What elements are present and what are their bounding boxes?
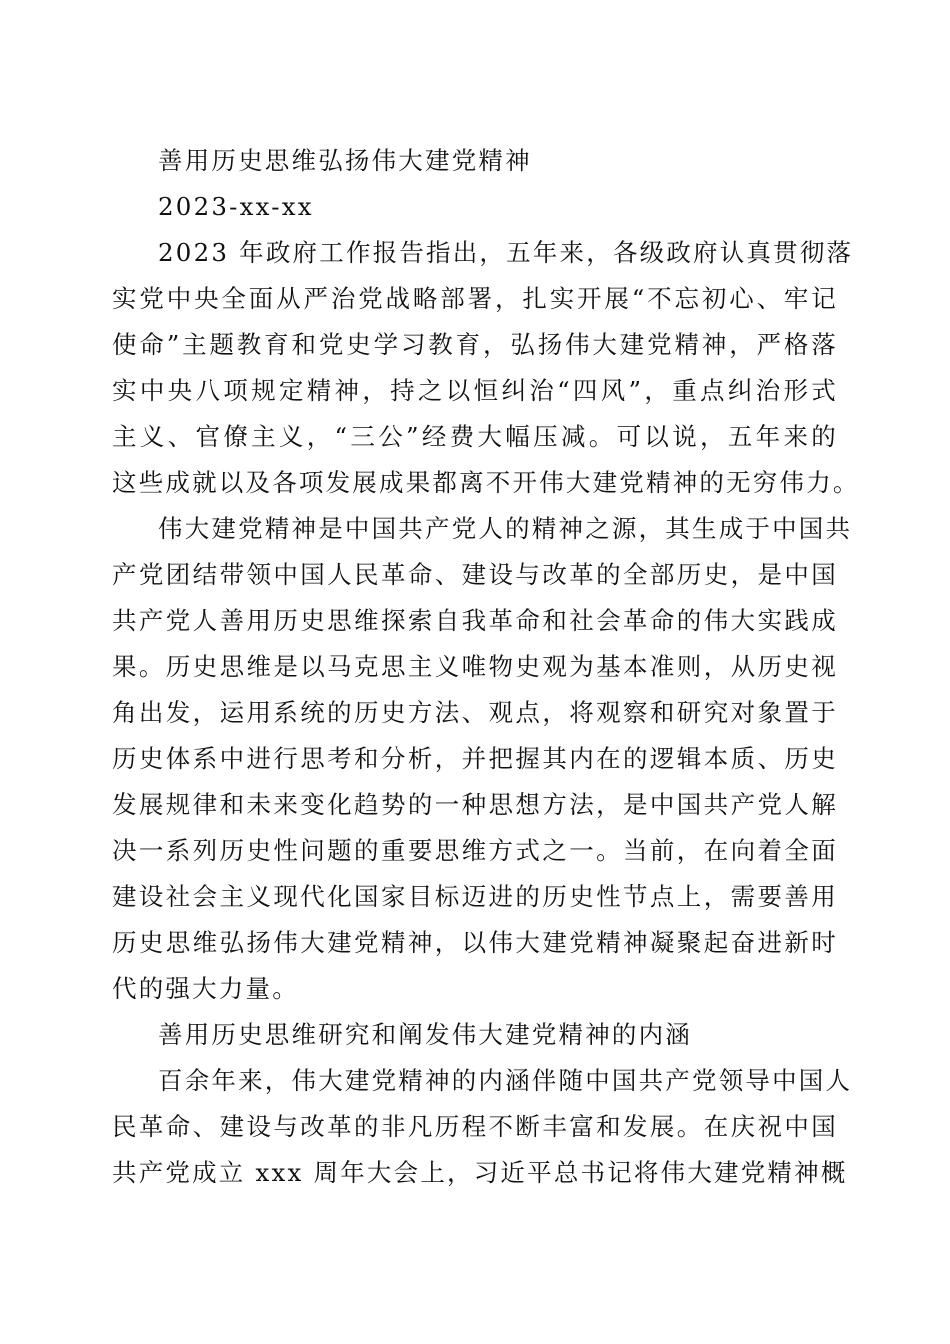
document-title: 善用历史思维弘扬伟大建党精神 (158, 146, 532, 175)
paragraph-line: 共产党人善用历史思维探索自我革命和社会革命的伟大实践成 (112, 606, 838, 635)
paragraph-line: 实党中央全面从严治党战略部署，扎实开展“不忘初心、牢记 (112, 284, 838, 313)
paragraph-line: 建设社会主义现代化国家目标迈进的历史性节点上，需要善用 (112, 882, 838, 911)
section-heading: 善用历史思维研究和阐发伟大建党精神的内涵 (158, 1020, 692, 1049)
paragraph-line: 角出发，运用系统的历史方法、观点，将观察和研究对象置于 (112, 698, 838, 727)
paragraph-line: 发展规律和未来变化趋势的一种思想方法，是中国共产党人解 (112, 790, 838, 819)
paragraph-line: 实中央八项规定精神，持之以恒纠治“四风”，重点纠治形式 (112, 376, 838, 405)
paragraph-line: 主义、官僚主义，“三公”经费大幅压减。可以说，五年来的 (112, 422, 838, 451)
paragraph-line: 历史体系中进行思考和分析，并把握其内在的逻辑本质、历史 (112, 744, 838, 773)
paragraph-line: 产党团结带领中国人民革命、建设与改革的全部历史，是中国 (112, 560, 838, 589)
paragraph-1 (112, 230, 860, 506)
paragraph-line: 2023 年政府工作报告指出，五年来，各级政府认真贯彻落 (158, 238, 854, 267)
paragraph-line: 这些成就以及各项发展成果都离不开伟大建党精神的无穷伟力。 (112, 468, 860, 497)
paragraph-3 (112, 1058, 853, 1196)
paragraph-line: 决一系列历史性问题的重要思维方式之一。当前，在向着全面 (112, 836, 838, 865)
document-date: 2023-xx-xx (158, 192, 314, 221)
document-body (112, 138, 860, 1196)
paragraph-line: 共产党成立 xxx 周年大会上，习近平总书记将伟大建党精神概 (112, 1158, 848, 1187)
paragraph-line: 果。历史思维是以马克思主义唯物史观为基本准则，从历史视 (112, 652, 838, 681)
paragraph-line: 使命”主题教育和党史学习教育，弘扬伟大建党精神，严格落 (112, 330, 838, 359)
paragraph-line: 百余年来，伟大建党精神的内涵伴随中国共产党领导中国人 (158, 1066, 853, 1095)
paragraph-line: 代的强大力量。 (112, 974, 299, 1003)
paragraph-line: 民革命、建设与改革的非凡历程不断丰富和发展。在庆祝中国 (112, 1112, 838, 1141)
paragraph-2 (112, 506, 853, 1012)
paragraph-line: 历史思维弘扬伟大建党精神，以伟大建党精神凝聚起奋进新时 (112, 928, 838, 957)
paragraph-line: 伟大建党精神是中国共产党人的精神之源，其生成于中国共 (158, 514, 853, 543)
